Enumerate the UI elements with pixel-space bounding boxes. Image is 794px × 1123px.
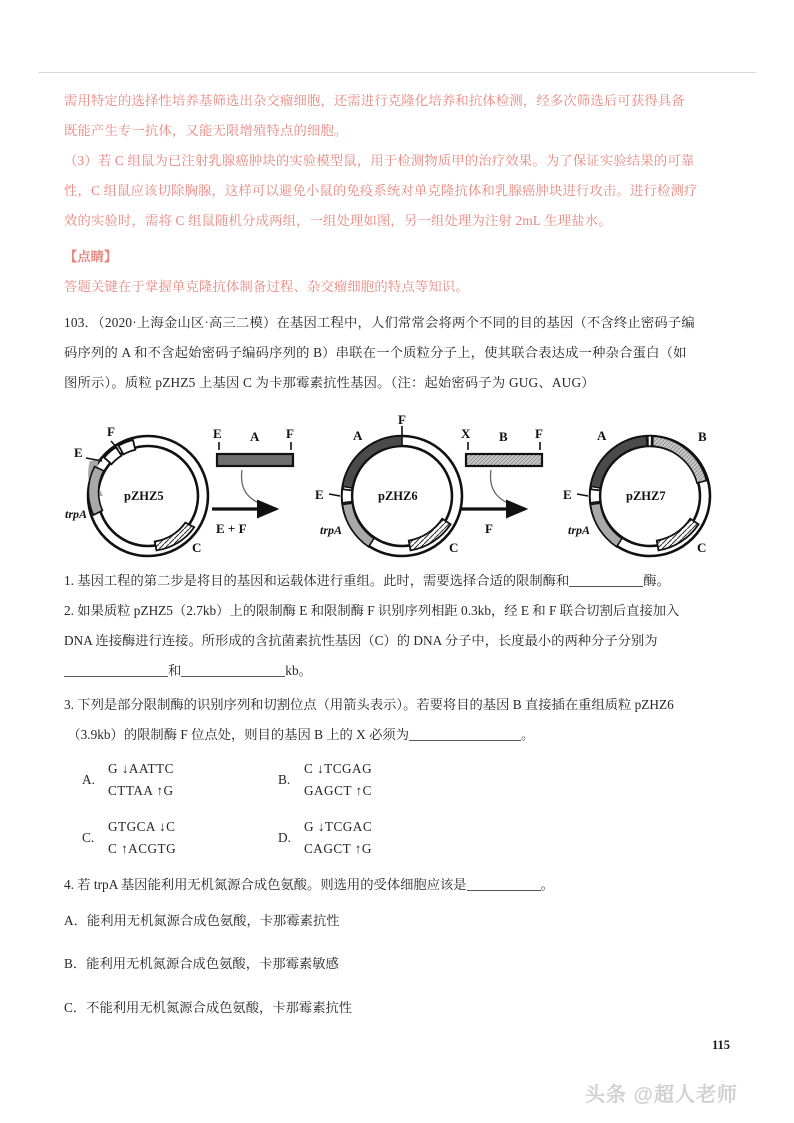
subquestion-1-blank[interactable] — [569, 573, 643, 587]
fragment-a-site-e: E — [213, 426, 222, 441]
answer-para1-line2: 既能产生专一抗体，又能无限增殖特点的细胞。 — [64, 123, 348, 138]
subquestion-2-line1: 2. 如果质粒 pZHZ5（2.7kb）上的限制酶 E 和限制酶 F 识别序列相距 0.3kb，经 E 和 F 联合切割后直接加入 — [64, 603, 680, 618]
pzhz5-name: pZHZ5 — [124, 489, 164, 503]
subquestion-3-line2 — [64, 720, 736, 750]
dianjing-heading: 【点睛】 — [64, 249, 118, 264]
subquestions — [64, 566, 736, 1036]
enzyme-options-row-2 — [82, 816, 736, 860]
subquestion-1 — [64, 566, 736, 596]
document-content — [64, 86, 730, 398]
enzyme-option-b-bottom: GAGCT ↑C — [304, 783, 372, 798]
fragment-b-site-x: X — [461, 426, 471, 441]
pzhz5-site-e-label: E — [74, 445, 83, 460]
answer-para2-line3: 效的实验时，需将 C 组鼠随机分成两组，一组处理如图，另一组处理为注射 2mL 生理盐水。 — [64, 213, 612, 228]
enzyme-option-d-label: D. — [278, 830, 291, 845]
pzhz7-gene-a-label: A — [597, 428, 607, 443]
enzyme-option-a-label: A. — [82, 772, 95, 787]
subquestion-4-text-a: 4. 若 trpA 基因能利用无机氮源合成色氨酸。则选用的受体细胞应该是 — [64, 877, 467, 892]
enzyme-option-c-bottom: C ↑ACGTG — [108, 841, 177, 856]
enzyme-option-d-bottom: CAGCT ↑G — [304, 841, 372, 856]
subquestion-2-blank-1[interactable] — [64, 663, 168, 677]
subquestion-4-choice-a[interactable]: A．能利用无机氮源合成色氨酸，卡那霉素抗性 — [64, 913, 340, 928]
subquestion-2-blank-2[interactable] — [181, 663, 285, 677]
pzhz7-trpa-label: trpA — [568, 523, 591, 537]
subquestion-2-line2: DNA 连接酶进行连接。所形成的含抗菌素抗性基因（C）的 DNA 分子中，长度最小的两种分子分别为 — [64, 633, 658, 648]
watermark: 头条 @超人老师 — [584, 1084, 738, 1106]
question-103-stem-line3: 图所示）。质粒 pZHZ5 上基因 C 为卡那霉素抗性基因。（注：起始密码子为 GUG、AUG） — [64, 375, 595, 390]
fragment-b-site-f: F — [535, 426, 543, 441]
page-number: 115 — [711, 1038, 730, 1052]
subquestion-2-end: kb。 — [285, 663, 312, 678]
subquestion-4-choice-b[interactable]: B．能利用无机氮源合成色氨酸，卡那霉素敏感 — [64, 956, 339, 972]
fragment-b-gene: B — [499, 429, 508, 444]
pzhz6-site-f-label: F — [398, 414, 406, 427]
enzyme-option-a-top: G ↓AATTC — [108, 761, 174, 776]
pzhz6-trpa-label: trpA — [320, 523, 343, 537]
subquestion-3-text-b: 。 — [521, 727, 535, 742]
enzyme-option-b[interactable] — [278, 758, 438, 802]
pzhz6-gene-a-label: A — [353, 428, 363, 443]
enzyme-option-d-top: G ↓TCGAC — [304, 819, 373, 834]
pzhz7-gene-c-label: C — [697, 540, 707, 555]
answer-para2-line1: （3）若 C 组鼠为已注射乳腺癌肿块的实验模型鼠，用于检测物质甲的治疗效果。为了保证实验结果的可靠 — [64, 153, 695, 168]
enzyme-option-a[interactable] — [82, 758, 242, 802]
fragment-a-gene: A — [250, 429, 260, 444]
subquestion-4 — [64, 870, 736, 900]
pzhz5-gene-c-label: C — [192, 540, 202, 555]
dna-fragment-b — [461, 426, 543, 536]
subquestion-2-mid: 和 — [168, 663, 182, 678]
pzhz7-site-e-label: E — [563, 487, 572, 502]
question-103-stem-line1: 103．（2020·上海金山区·高三二模）在基因工程中，人们常常会将两个不同的目的基因（不含终止密码子编 — [64, 315, 695, 330]
subquestion-1-text-b: 酶。 — [643, 573, 670, 588]
enzyme-option-b-label: B. — [278, 772, 291, 787]
pzhz5-site-f-label: F — [107, 424, 115, 439]
subquestion-3-blank[interactable] — [409, 727, 521, 741]
pzhz6-name: pZHZ6 — [378, 489, 418, 503]
dna-fragment-a — [212, 426, 294, 536]
plasmid-diagram — [64, 414, 730, 570]
enzyme-option-c-label: C. — [82, 830, 95, 845]
pzhz6-site-e-label: E — [315, 487, 324, 502]
subquestion-4-blank[interactable] — [467, 877, 541, 891]
fragment-a-site-f: F — [286, 426, 294, 441]
reaction1-label: E + F — [216, 521, 247, 536]
question-103-stem-line2: 码序列的 A 和不含起始密码子编码序列的 B）串联在一个质粒分子上，使其联合表达成一种杂合蛋白（如 — [64, 345, 687, 360]
subquestion-2-line3 — [64, 656, 736, 686]
enzyme-option-c[interactable] — [82, 816, 242, 860]
page-top-rule — [38, 72, 756, 73]
dianjing-body: 答题关键在于掌握单克隆抗体制备过程、杂交瘤细胞的特点等知识。 — [64, 279, 469, 294]
subquestion-1-text-a: 1. 基因工程的第二步是将目的基因和运载体进行重组。此时，需要选择合适的限制酶和 — [64, 573, 570, 588]
enzyme-options-row-1 — [82, 758, 736, 802]
pzhz6-gene-c-label: C — [449, 540, 459, 555]
subquestion-3-text-a: （3.9kb）的限制酶 F 位点处，则目的基因 B 上的 X 必须为 — [67, 727, 409, 742]
reaction2-label: F — [485, 521, 493, 536]
pzhz7-gene-b-label: B — [698, 429, 707, 444]
answer-para1-line1: 需用特定的选择性培养基筛选出杂交瘤细胞，还需进行克隆化培养和抗体检测，经多次筛选后可获得具备 — [64, 93, 685, 108]
enzyme-option-c-top: GTGCA ↓C — [108, 819, 176, 834]
subquestion-4-choice-c[interactable]: C．不能利用无机氮源合成色氨酸，卡那霉素抗性 — [64, 999, 353, 1015]
enzyme-option-b-top: C ↓TCGAG — [304, 761, 373, 776]
subquestion-3-line1: 3. 下列是部分限制酶的识别序列和切割位点（用箭头表示）。若要将目的基因 B 直接插在重组质粒 pZHZ6 — [64, 697, 674, 712]
answer-para2-line2: 性，C 组鼠应该切除胸腺，这样可以避免小鼠的免疫系统对单克隆抗体和乳腺癌肿块进行攻击。进行检测疗 — [64, 183, 698, 198]
subquestion-4-text-b: 。 — [540, 877, 554, 892]
enzyme-option-a-bottom: CTTAA ↑G — [108, 783, 174, 798]
plasmid-pzhz6 — [315, 414, 462, 556]
pzhz5-trpa-label: trpA — [65, 507, 88, 521]
pzhz7-name: pZHZ7 — [626, 489, 666, 503]
plasmid-pzhz7 — [563, 428, 710, 556]
enzyme-option-d[interactable] — [278, 816, 438, 860]
plasmid-pzhz5 — [65, 424, 208, 556]
